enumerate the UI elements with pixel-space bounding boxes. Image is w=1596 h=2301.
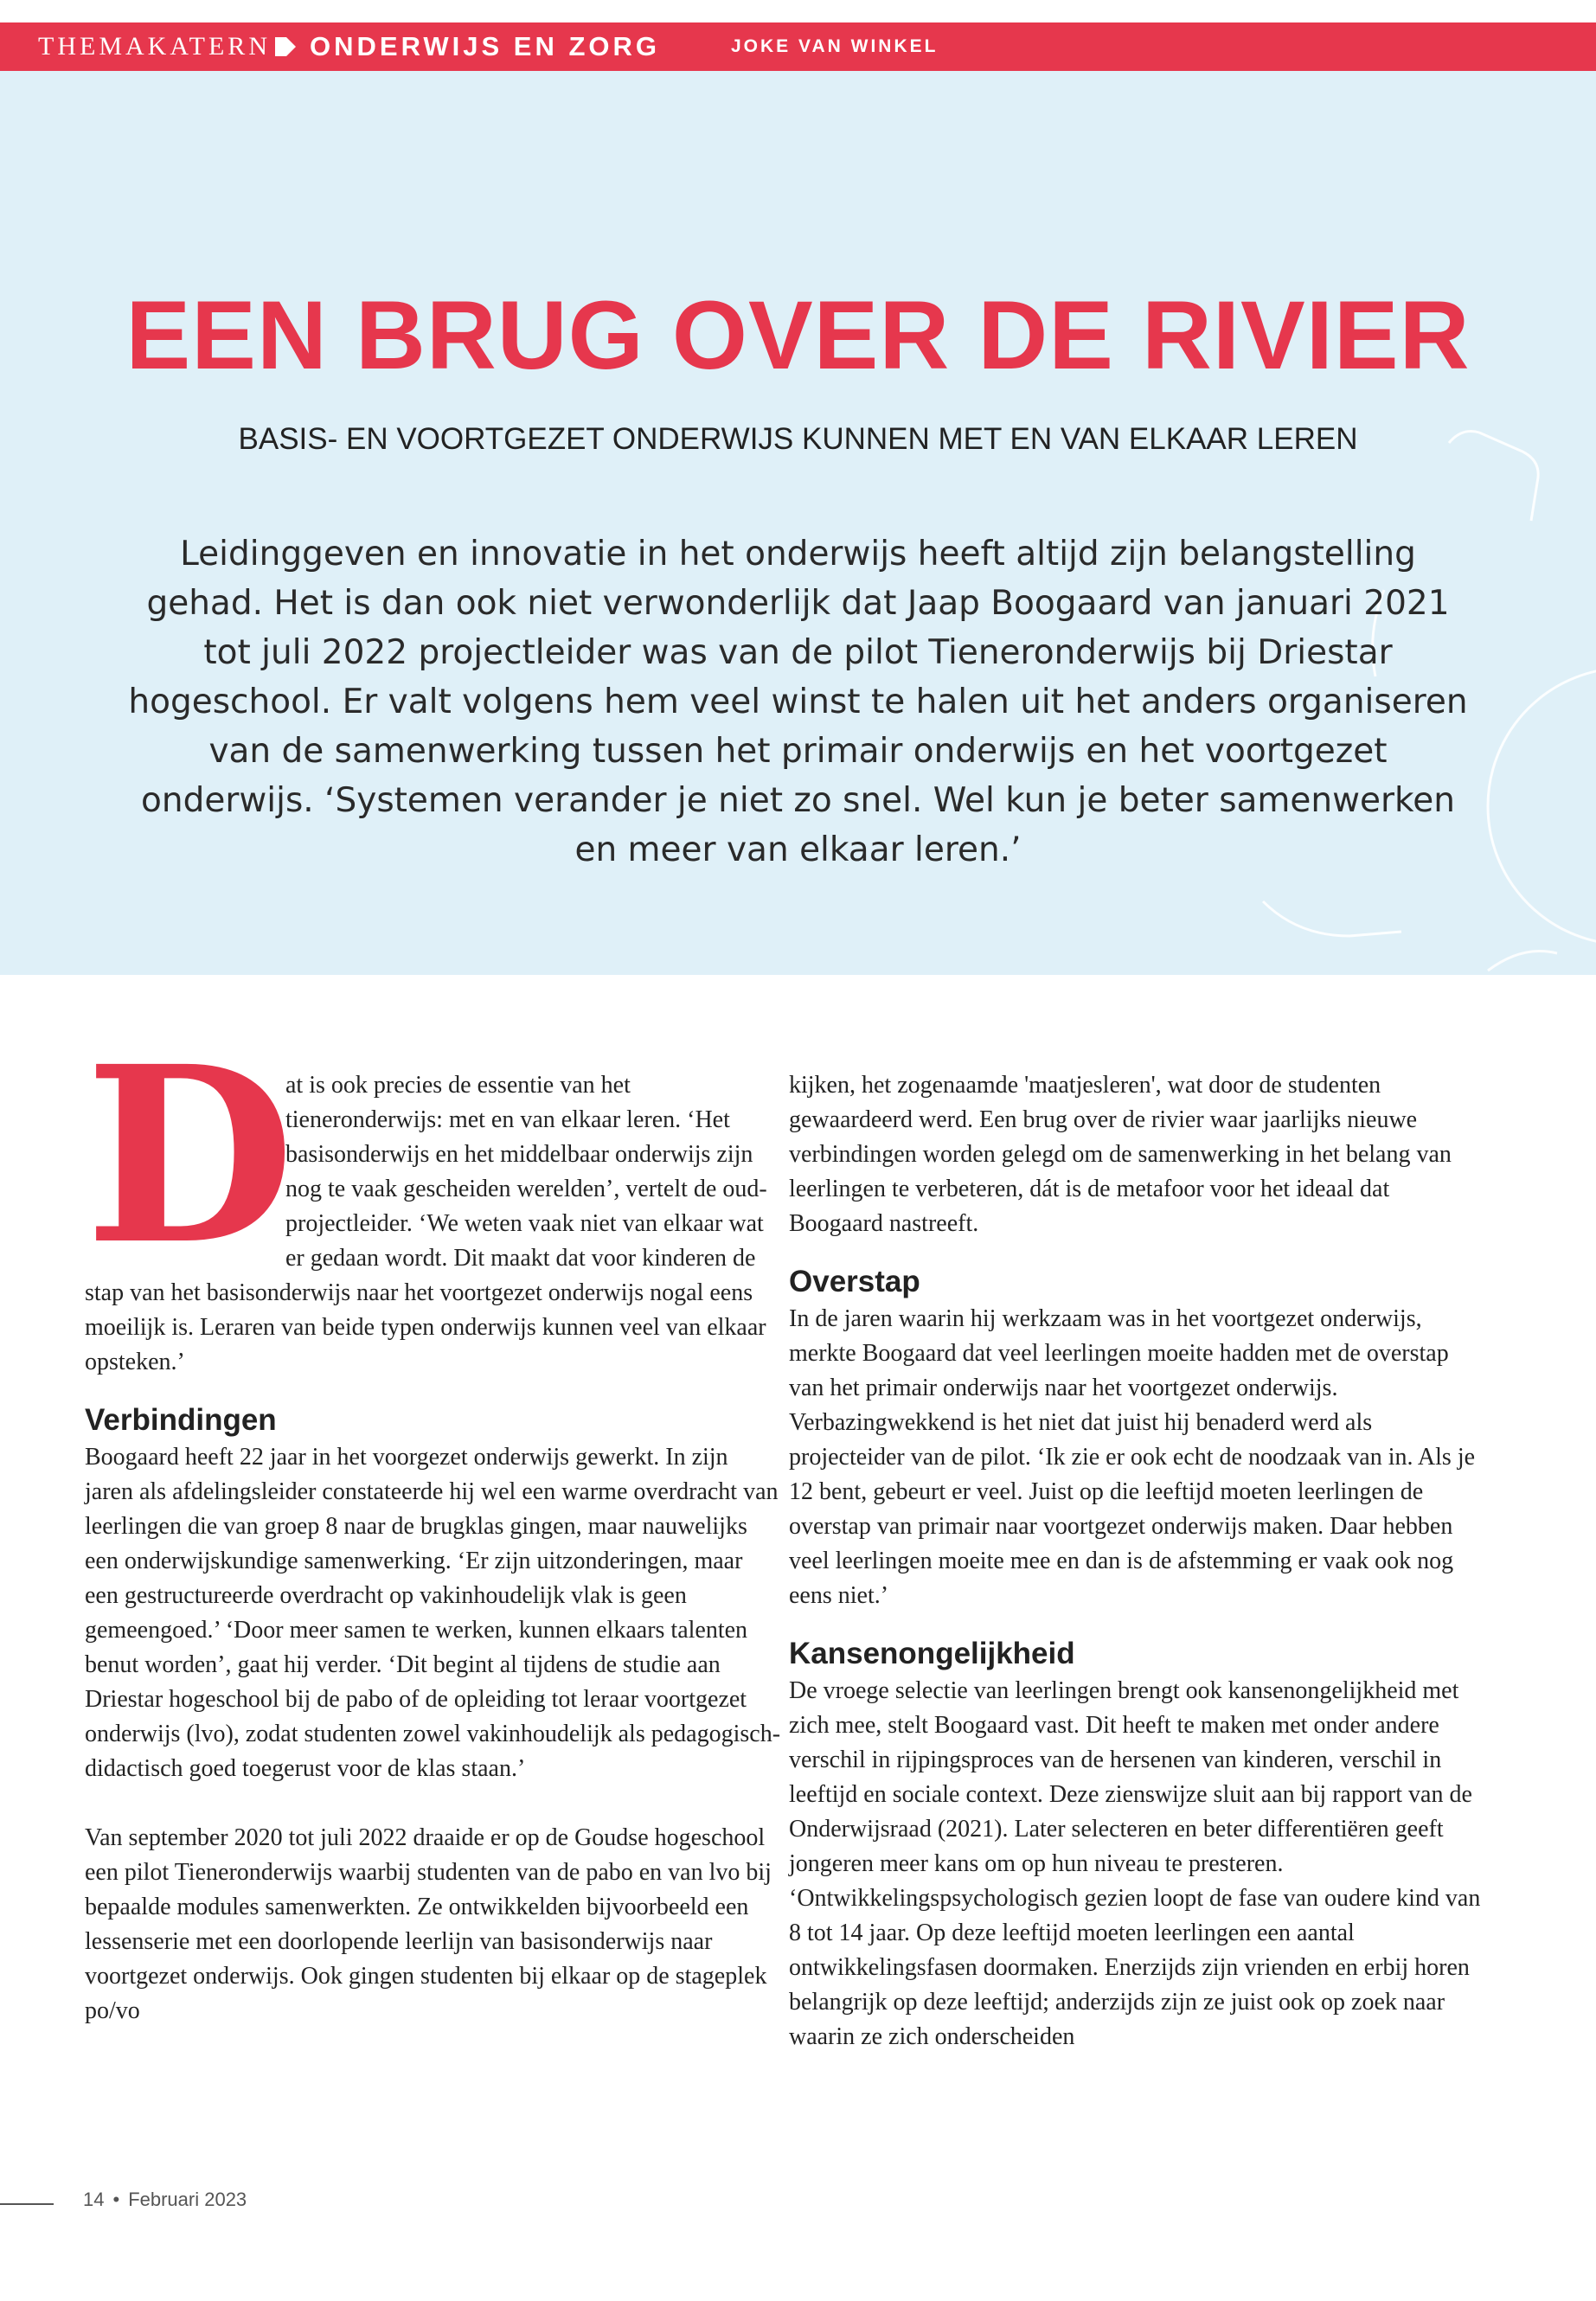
paragraph-5: De vroege selectie van leerlingen brengt ook kansenongelijkheid met zich mee, stelt Boogaard vast. Dit heeft te maken met onder andere verschil in rijpingsproces van de hersenen van kinderen, verschil in leeftijd en sociale context. Deze zienswijze sluit aan bij rapport van de Onderwijsraad (2021). Later selecteren en beter differentiëren geeft jongeren meer kans om op hun niveau te presteren. [789,1677,1472,1877]
paragraph-3: Van september 2020 tot juli 2022 draaide er op de Goudse hogeschool een pilot Tieneronderwijs waarbij studenten van de pabo en van lvo bij bepaalde modules samenwerkten. Ze ontwikkelden bijvoorbeeld een lessenserie met een doorlopende leerlijn van basisonderwijs naar voortgezet onderwijs. Ook gingen studenten bij elkaar op de stageplek po/vo [85,1824,772,2024]
article-title: EEN BRUG OVER DE RIVIER [125,281,1471,389]
drop-cap: D [85,1014,295,1298]
paragraph-3-continued: kijken, het zogenaamde 'maatjesleren', wat door de studenten gewaardeerd werd. Een brug over de rivier waar jaarlijks nieuwe verbindingen worden gelegd om de samenwerking in het belang van leerlingen te verbeteren, dát is de metafoor voor het ideaal dat Boogaard nastreeft. [789,1072,1452,1237]
section-label: THEMAKATERN [38,32,271,61]
heading-overstap: Overstap [789,1265,920,1298]
hero-section [0,71,1596,975]
page-footer [83,2189,247,2211]
arrow-tag-icon [272,34,298,60]
heading-verbindingen: Verbindingen [85,1403,277,1437]
footer-separator: • [112,2189,120,2210]
left-column [85,1014,781,2029]
topic-label: ONDERWIJS EN ZORG [310,31,661,61]
author-label: JOKE VAN WINKEL [731,36,939,56]
header-bar [0,22,1596,71]
paragraph-2: Boogaard heeft 22 jaar in het voorgezet onderwijs gewerkt. In zijn jaren als afdelingsleider constateerde hij wel een warme overdracht van leerlingen die van groep 8 naar de brugklas gingen, maar nauwelijks een onderwijskundige samenwerking. ‘Er zijn uitzonderingen, maar een gestructureerde overdracht op vakinhoudelijk vlak is geen gemeengoed.’ ‘Door meer samen te werken, kunnen elkaars talenten benut worden’, gaat hij verder. ‘Dit begint al tijdens de studie aan Driestar hogeschool bij de pabo of de opleiding tot leraar voortgezet onderwijs (lvo), zodat studenten zowel vakinhoudelijk als pedagogisch-didactisch goed toegerust voor de klas staan.’ [85,1444,781,1782]
paragraph-4: In de jaren waarin hij werkzaam was in het voortgezet onderwijs, merkte Boogaard dat veel leerlingen moeite hadden met de overstap van het primair onderwijs naar het voortgezet onderwijs. Verbazingwekkend is het niet dat juist hij benaderd werd als projecteider van de pilot. ‘Ik zie er ook echt de noodzaak van in. Als je 12 bent, gebeurt er veel. Juist op die leeftijd moeten leerlingen de overstap van primair naar voortgezet onderwijs maken. Daar hebben veel leerlingen moeite mee en dan is de afstemming er vaak ook nog eens niet.’ [789,1305,1476,1609]
paragraph-6: ‘Ontwikkelingspsychologisch gezien loopt de fase van oudere kind van 8 tot 14 jaar. Op deze leeftijd moeten leerlingen een aantal ontwikkelingsfasen doormaken. Enerzijds zijn vrienden en erbij horen belangrijk op deze leeftijd; anderzijds zijn ze juist ook op zoek naar waarin ze zich onderscheiden [789,1885,1481,2050]
article-subtitle: BASIS- EN VOORTGEZET ONDERWIJS KUNNEN MET EN VAN ELKAAR LEREN [238,422,1358,456]
issue-date: Februari 2023 [128,2189,247,2210]
heading-kansenongelijkheid: Kansenongelijkheid [789,1637,1075,1670]
page-number: 14 [83,2189,105,2210]
right-column [789,1068,1485,2054]
article-intro: Leidinggeven en innovatie in het onderwijs heeft altijd zijn belangstelling gehad. Het is dan ook niet verwonderlijk dat Jaap Boogaard van januari 2021 tot juli 2022 projectleider was van de pilot Tieneronderwijs bij Driestar hogeschool. Er valt volgens hem veel winst te halen uit het anders organiseren van de samenwerking tussen het primair onderwijs en het voortgezet onderwijs. ‘Systemen verander je niet zo snel. Wel kun je beter samenwerken en meer van elkaar leren.’ [128,535,1468,869]
footer-rule [0,2203,54,2205]
paragraph-1: at is ook precies de essentie van het tieneronderwijs: met en van elkaar leren. ‘Het basisonderwijs en het middelbaar onderwijs zijn nog te vaak gescheiden werelden’, vertelt de oud-projectleider. ‘We weten vaak niet van elkaar wat er gedaan wordt. Dit maakt dat voor kinderen de stap van het basisonderwijs naar het voortgezet onderwijs nogal eens moeilijk is. Leraren van beide typen onderwijs kunnen veel van elkaar opsteken.’ [85,1072,767,1375]
